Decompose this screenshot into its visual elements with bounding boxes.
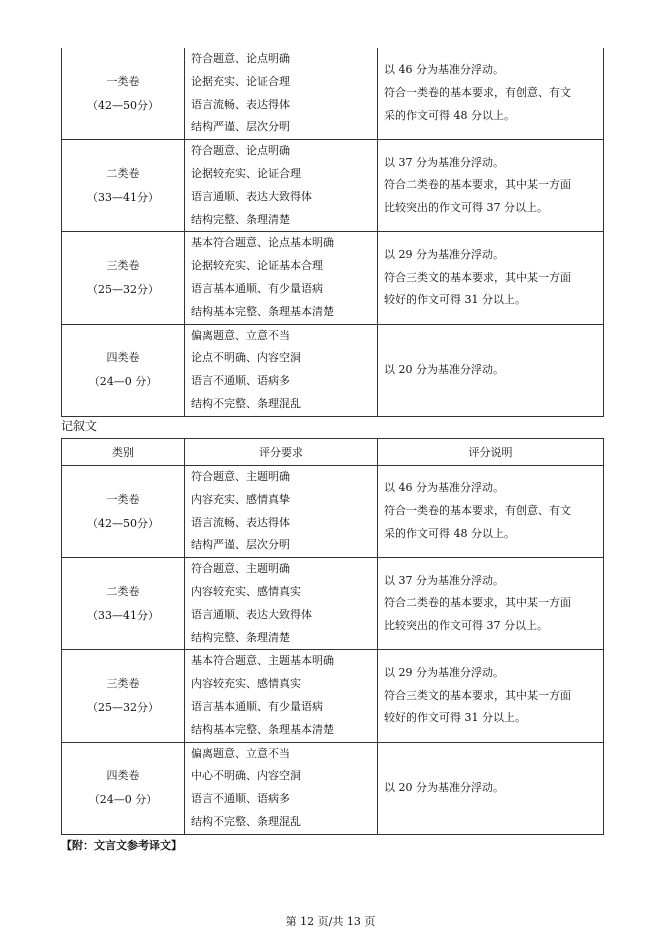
table-row <box>62 650 604 742</box>
requirements-cell <box>185 650 378 742</box>
header-category: 类别 <box>62 439 185 466</box>
note-line: 符合三类文的基本要求，其中某一方面 <box>384 688 571 702</box>
note-line: 符合二类卷的基本要求，其中某一方面 <box>384 596 571 610</box>
requirement-line: 语言流畅、表达得体 <box>191 515 290 529</box>
note-line: 以 37 分为基准分浮动。 <box>384 573 504 587</box>
category-cell <box>62 466 185 558</box>
notes-cell <box>378 48 604 140</box>
note-line: 以 29 分为基准分浮动。 <box>384 247 504 261</box>
page-footer: 第 12 页/共 13 页 <box>285 915 376 928</box>
requirement-line: 语言流畅、表达得体 <box>191 97 290 111</box>
requirement-line: 内容较充实、感情真实 <box>191 677 301 691</box>
requirement-line: 基本符合题意、主题基本明确 <box>191 654 334 668</box>
category-name: 三类卷 <box>106 258 140 272</box>
requirement-line: 结构不完整、条理混乱 <box>191 396 301 410</box>
narrative-grading-table <box>61 438 604 835</box>
note-line: 符合一类卷的基本要求，有创意、有文 <box>384 504 571 518</box>
note-line: 较好的作文可得 31 分以上。 <box>384 711 526 725</box>
requirement-line: 内容较充实、感情真实 <box>191 584 301 598</box>
score-range: （25—32分） <box>87 700 159 714</box>
category-name: 一类卷 <box>106 74 140 88</box>
requirement-line: 论点不明确、内容空洞 <box>191 351 301 365</box>
requirements-cell <box>185 466 378 558</box>
requirements-cell <box>185 232 378 324</box>
requirement-line: 符合题意、主题明确 <box>191 470 290 483</box>
note-line: 比较突出的作文可得 37 分以上。 <box>384 619 548 633</box>
score-range: （25—32分） <box>87 282 159 296</box>
category-name: 二类卷 <box>106 166 140 180</box>
requirement-line: 结构基本完整、条理基本清楚 <box>191 304 334 318</box>
notes-cell <box>378 742 604 834</box>
category-name: 四类卷 <box>106 769 140 783</box>
table-row <box>62 558 604 650</box>
requirement-line: 结构基本完整、条理基本清楚 <box>191 722 334 736</box>
category-cell <box>62 48 185 140</box>
requirement-line: 语言不通顺、语病多 <box>191 792 290 806</box>
score-range: （33—41分） <box>87 190 159 204</box>
note-line: 以 29 分为基准分浮动。 <box>384 665 504 679</box>
requirement-line: 语言通顺、表达大致得体 <box>191 189 312 203</box>
requirement-line: 符合题意、主题明确 <box>191 562 290 576</box>
section-label-narrative: 记叙文 <box>61 419 98 433</box>
category-name: 三类卷 <box>106 676 140 690</box>
note-line: 以 46 分为基准分浮动。 <box>384 63 504 77</box>
table-row <box>62 48 604 140</box>
score-range: （24—0 分） <box>88 375 158 389</box>
note-line: 以 20 分为基准分浮动。 <box>384 362 504 376</box>
requirements-cell <box>185 324 378 416</box>
table-row <box>62 466 604 558</box>
table-row <box>62 324 604 416</box>
requirements-cell <box>185 558 378 650</box>
requirement-line: 论据较充实、论证基本合理 <box>191 259 323 273</box>
category-name: 四类卷 <box>106 351 140 365</box>
argumentative-grading-table <box>61 48 604 417</box>
note-line: 以 37 分为基准分浮动。 <box>384 155 504 169</box>
requirement-line: 语言通顺、表达大致得体 <box>191 607 312 621</box>
score-range: （33—41分） <box>87 608 159 622</box>
category-name: 二类卷 <box>106 584 140 598</box>
notes-cell <box>378 466 604 558</box>
category-cell <box>62 140 185 232</box>
requirement-line: 结构完整、条理清楚 <box>191 630 290 644</box>
requirement-line: 符合题意、论点明确 <box>191 52 290 65</box>
requirement-line: 结构严谨、层次分明 <box>191 120 290 134</box>
category-cell <box>62 558 185 650</box>
notes-cell <box>378 558 604 650</box>
category-cell <box>62 650 185 742</box>
requirements-cell <box>185 742 378 834</box>
notes-cell <box>378 140 604 232</box>
note-line: 比较突出的作文可得 37 分以上。 <box>384 201 548 215</box>
header-notes: 评分说明 <box>378 439 604 466</box>
requirement-line: 语言不通顺、语病多 <box>191 374 290 388</box>
note-line: 符合三类文的基本要求，其中某一方面 <box>384 270 571 284</box>
notes-cell <box>378 324 604 416</box>
requirement-line: 符合题意、论点明确 <box>191 144 290 158</box>
requirement-line: 偏离题意、立意不当 <box>191 328 290 342</box>
note-line: 以 46 分为基准分浮动。 <box>384 481 504 495</box>
requirement-line: 论据较充实、论证合理 <box>191 166 301 180</box>
category-cell <box>62 742 185 834</box>
table-row <box>62 232 604 324</box>
requirement-line: 语言基本通顺、有少量语病 <box>191 699 323 713</box>
requirements-cell <box>185 140 378 232</box>
score-range: （42—50分） <box>87 98 159 112</box>
score-range: （42—50分） <box>87 516 159 530</box>
requirement-line: 偏离题意、立意不当 <box>191 746 290 760</box>
requirement-line: 语言基本通顺、有少量语病 <box>191 281 323 295</box>
appendix-heading: 【附：文言文参考译文】 <box>61 839 182 852</box>
score-range: （24—0 分） <box>88 793 158 807</box>
note-line: 符合二类卷的基本要求，其中某一方面 <box>384 178 571 192</box>
requirements-cell <box>185 48 378 140</box>
note-line: 采的作文可得 48 分以上。 <box>384 108 515 122</box>
note-line: 以 20 分为基准分浮动。 <box>384 780 504 794</box>
requirement-line: 基本符合题意、论点基本明确 <box>191 236 334 250</box>
requirement-line: 结构完整、条理清楚 <box>191 212 290 226</box>
category-cell <box>62 232 185 324</box>
requirement-line: 结构不完整、条理混乱 <box>191 814 301 828</box>
note-line: 采的作文可得 48 分以上。 <box>384 526 515 540</box>
requirement-line: 结构严谨、层次分明 <box>191 538 290 552</box>
requirement-line: 内容充实、感情真挚 <box>191 492 290 506</box>
note-line: 较好的作文可得 31 分以上。 <box>384 293 526 307</box>
requirement-line: 论据充实、论证合理 <box>191 74 290 88</box>
notes-cell <box>378 650 604 742</box>
notes-cell <box>378 232 604 324</box>
requirement-line: 中心不明确、内容空洞 <box>191 769 301 783</box>
header-requirements: 评分要求 <box>185 439 378 466</box>
category-name: 一类卷 <box>106 492 140 506</box>
table-row <box>62 742 604 834</box>
category-cell <box>62 324 185 416</box>
table-row <box>62 140 604 232</box>
note-line: 符合一类卷的基本要求，有创意、有文 <box>384 86 571 100</box>
